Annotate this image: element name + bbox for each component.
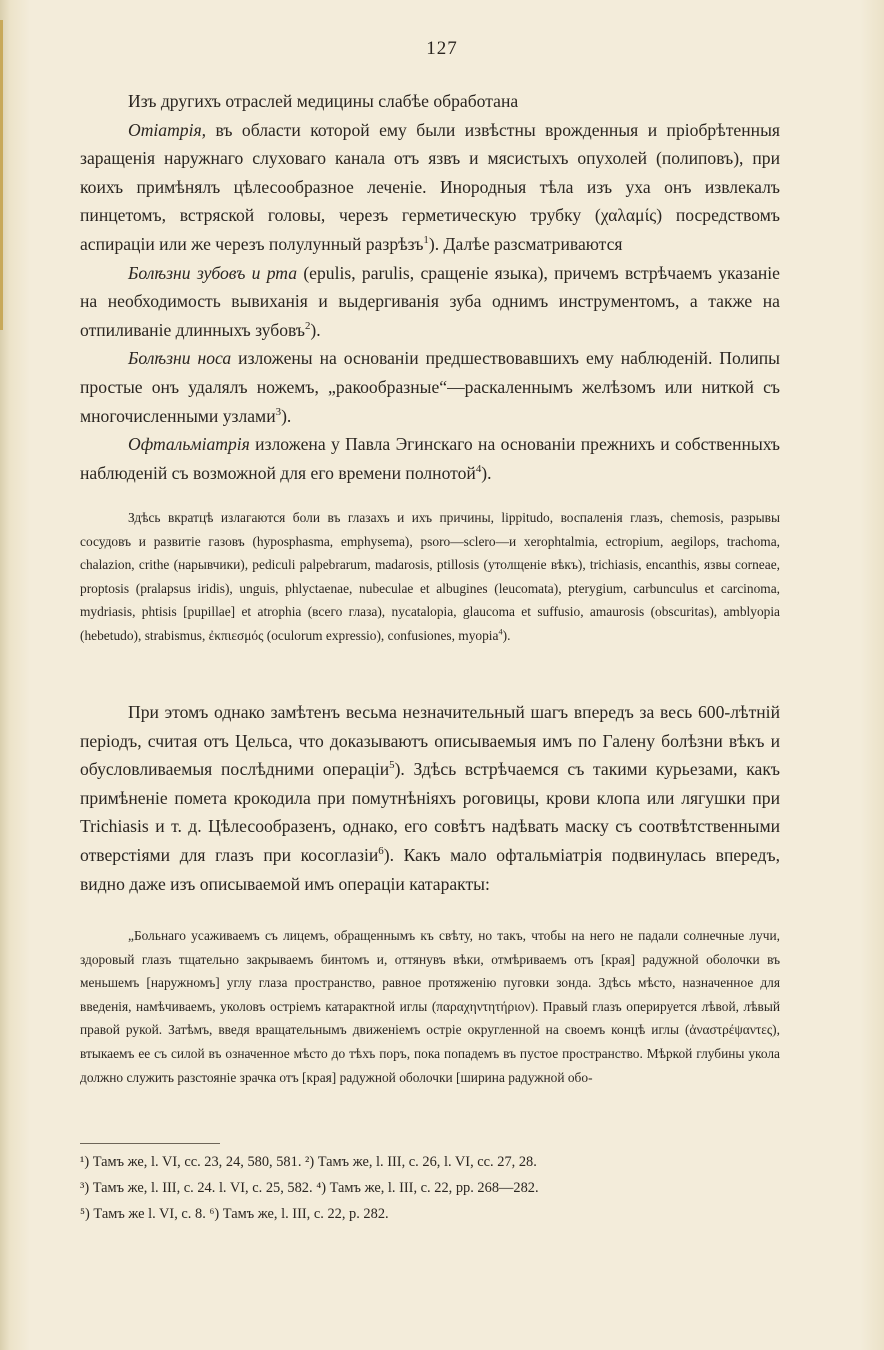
paragraph-intro: Изъ другихъ отраслей медицины слабѣе обработана: [128, 91, 519, 111]
small-text-block-cataract: [80, 924, 780, 1089]
small-text-block-diseases: [80, 506, 780, 648]
main-text-block-1: [80, 87, 780, 487]
footnote-ref[interactable]: 3: [275, 405, 282, 418]
paragraph-nose: [80, 344, 780, 430]
paragraph-text: (epulis, parulis, сращеніе языка), причемъ встрѣчаемъ указаніе на необходимость вывиханія и выдергиванія зуба однимъ инструментомъ, а также на отпиливаніе длинныхъ зубовъ: [80, 262, 780, 340]
heading-nose: Болѣзни носа: [128, 348, 232, 369]
main-text-block-2: [80, 698, 780, 898]
paragraph-text: ).: [481, 462, 492, 483]
paragraph-text: При этомъ однако замѣтенъ весьма незначительный шагъ впередъ за весь 600-лѣтній періодъ, считая отъ Цельса, что доказываютъ описываемыя имъ по Галену болѣзни вѣкъ и обусловливаемыя послѣдними операціи: [80, 702, 780, 780]
page-number: 127: [426, 38, 458, 59]
paragraph-text: ). Какъ мало офтальміатрія подвинулась впередъ, видно даже изъ описываемой имъ операціи катаракты:: [80, 844, 781, 894]
footnote-ref[interactable]: 2: [304, 319, 311, 332]
heading-ophthalmiatria: Офтальміатрія: [128, 434, 250, 455]
footnote-divider: [80, 1143, 220, 1144]
paragraph-text: ).: [502, 627, 511, 643]
footnote-ref[interactable]: 4: [498, 627, 503, 637]
paragraph-text: ).: [281, 405, 292, 426]
paragraph-text: ). Далѣе разсматриваются: [428, 233, 623, 254]
paragraph-text: ). Здѣсь встрѣчаемся съ такими курьезами, какъ примѣненіе помета крокодила при помутнѣніяхъ роговицы, крови клопа или лягушки при Trichiasis и т. д. Цѣлесообразенъ, однако, его совѣтъ надѣвать маску съ соотвѣтственными отверстіями для глазъ при косоглазіи: [80, 759, 780, 865]
paragraph-teeth: [80, 259, 780, 345]
paragraph-eye-diseases: [80, 506, 780, 648]
paragraph-text: въ области которой ему были извѣстны врожденныя и пріобрѣтенныя заращенія наружнаго слуховаго канала отъ язвъ и мясистыхъ опухолей (полиповъ), при коихъ примѣнялъ цѣлесообразное леченіе. Инородныя тѣла изъ уха онъ извлекалъ пинцетомъ, встряской головы, черезъ герметическую трубку (χαλαμίς) посредствомъ аспираціи или же черезъ полулунный разрѣзъ: [80, 119, 780, 254]
heading-otiatria: Отiатрiя,: [128, 119, 207, 140]
paragraph-cataract-operation: „Больнаго усаживаемъ съ лицемъ, обращеннымъ къ свѣту, но такъ, чтобы на него не падали солнечные лучи, здоровый глазъ тщательно закрываемъ бинтомъ и, оттянувъ вѣки, отмѣриваемъ отъ [края] радужной оболочки въ меньшемъ [наружномъ] углу глаза пространство, равное протяженію пуговки зонда. Здѣсь мѣсто, назначенное для введенія, намѣчиваемъ, уколовъ остріемъ катарактной иглы (παραχηντητήριον). Правый глазъ оперируется лѣвой, лѣвый правой рукой. Затѣмъ, введя вращательнымъ движеніемъ остріе округленной на своемъ концѣ иглы (ἀναστρέψαντες), втыкаемъ ее съ силой въ означенное мѣсто до тѣхъ поръ, пока попадемъ въ пустое пространство. Мѣркой глубины укола должно служить разстояніе зрачка отъ [края] радужной оболочки [ширина радужной обо-: [80, 928, 780, 1085]
paragraph-text: Здѣсь вкратцѣ излагаются боли въ глазахъ и ихъ причины, lippitudo, воспаленія глазъ, chemosis, разрывы сосудовъ и развитіе газовъ (hyposphasma, emphysema), psoro—sclero—и xerophtalmia, ectropium, aegilops, trachoma, chalazion, crithe (нарывчики), pediculi palpebrarum, madarosis, ptillosis (утолщеніе вѣкъ), trichiasis, encanthis, язвы corneae, proptosis (pralapsus iridis), unguis, phlyctaenae, nubeculae et albugines (leucomata), pterygium, carbunculus et carcinoma, mydriasis, phtisis [pupillae] et atrophia (всего глаза), nycataloрia, glaucoma et suffusio, amaurosis (obscuritas), amblyopia (hebetudo), strabismus, ἐκπιεσμός (oculorum expressio), confusiones, myopia: [80, 510, 780, 643]
footnote-ref[interactable]: 6: [378, 845, 384, 858]
paragraph-text: изложены на основаніи предшествовавшихъ ему наблюденій. Полипы простые онъ удалялъ ножемъ, „ракообразные“—раскаленнымъ желѣзомъ или ниткой съ многочисленными узлами: [80, 348, 781, 426]
footnote-line: ³) Тамъ же, l. III, c. 24. l. VI, c. 25, 582. ⁴) Тамъ же, l. III, c. 22, pp. 268—282.: [80, 1180, 539, 1196]
footnote-ref[interactable]: 4: [475, 462, 482, 475]
footnote-ref[interactable]: 5: [389, 759, 395, 772]
paragraph-text: ).: [310, 319, 321, 340]
footnote-ref[interactable]: 1: [423, 234, 429, 247]
footnote-line: ⁵) Тамъ же l. VI, c. 8. ⁶) Тамъ же, l. III, c. 22, p. 282.: [80, 1206, 389, 1222]
page-edge-mark: [0, 20, 3, 330]
paragraph-otiatria: [80, 116, 780, 259]
heading-teeth: Болѣзни зубовъ и рта: [128, 262, 298, 283]
paragraph-progress: [80, 698, 780, 898]
footnote-line: ¹) Тамъ же, l. VI, cc. 23, 24, 580, 581. ²) Тамъ же, l. III, c. 26, l. VI, cc. 27, 28.: [80, 1154, 537, 1170]
paragraph-text: изложена у Павла Эгинскаго на основаніи прежнихъ и собственныхъ наблюденій съ возможной для его времени полнотой: [80, 434, 780, 483]
paragraph-ophthalmiatria: [80, 430, 780, 487]
footnotes: [80, 1149, 780, 1227]
